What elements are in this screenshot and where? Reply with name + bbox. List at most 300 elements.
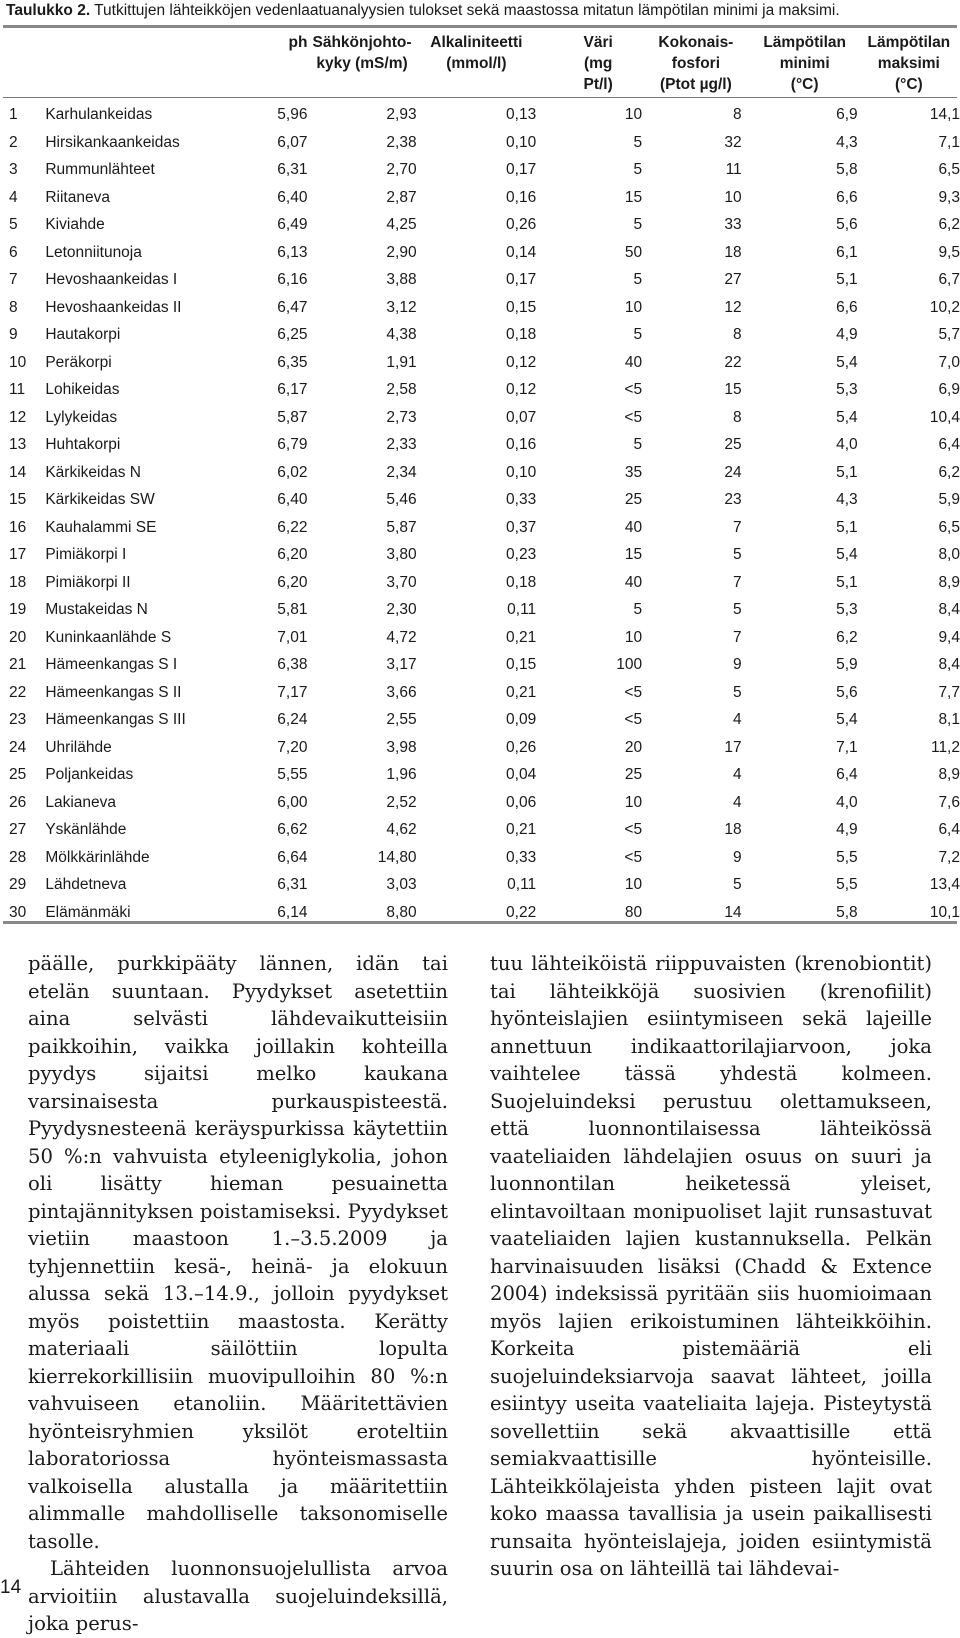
- conductivity-value: 2,70: [386, 161, 417, 179]
- phosphorus-value: 14: [724, 903, 742, 921]
- ph-value: 5,96: [277, 106, 308, 124]
- temp-max-value: 7,2: [938, 848, 960, 866]
- site-name: Kuninkaanlähde S: [45, 628, 172, 646]
- conductivity-value: 2,52: [386, 793, 417, 811]
- header-ph: ph: [288, 34, 308, 51]
- alkalinity-value: 0,10: [506, 463, 537, 481]
- site-number: 12: [9, 408, 27, 426]
- header-temp-min: Lämpötilan minimi (°C): [763, 34, 846, 93]
- site-name: Lähdetneva: [45, 876, 127, 894]
- colour-value: 5: [633, 436, 643, 454]
- temp-min-value: 5,4: [836, 546, 858, 564]
- phosphorus-value: 8: [733, 408, 742, 426]
- temp-min-value: 4,0: [836, 793, 858, 811]
- site-name: Letonniitunoja: [45, 243, 142, 261]
- temp-max-value: 7,1: [938, 133, 960, 151]
- colour-value: 5: [633, 133, 643, 151]
- site-name: Poljankeidas: [45, 766, 134, 784]
- site-name: Hämeenkangas S I: [45, 656, 178, 674]
- site-name: Lohikeidas: [45, 381, 120, 399]
- phosphorus-value: 32: [724, 133, 742, 151]
- table-row: [5, 706, 960, 734]
- alkalinity-value: 0,12: [506, 381, 537, 399]
- site-name: Huhtakorpi: [45, 436, 121, 454]
- alkalinity-value: 0,18: [506, 326, 537, 344]
- colour-value: 40: [624, 518, 643, 536]
- temp-min-value: 6,9: [836, 106, 858, 124]
- table-row: [5, 404, 960, 432]
- site-name: Pimiäkorpi II: [45, 573, 131, 591]
- phosphorus-value: 11: [725, 161, 742, 179]
- site-number: 3: [9, 161, 18, 179]
- ph-value: 6,22: [277, 518, 308, 536]
- site-number: 1: [9, 106, 18, 124]
- table-row: [5, 624, 960, 652]
- temp-max-value: 10,2: [929, 298, 960, 316]
- alkalinity-value: 0,37: [506, 518, 537, 536]
- header-temp-max: Lämpötilan maksimi (°C): [867, 34, 951, 93]
- site-number: 13: [9, 436, 27, 454]
- temp-max-value: 8,9: [938, 766, 960, 784]
- colour-value: 5: [633, 161, 643, 179]
- temp-min-value: 7,1: [836, 738, 858, 756]
- site-number: 20: [9, 628, 27, 646]
- colour-value: <5: [624, 848, 643, 866]
- ph-value: 6,25: [277, 326, 308, 344]
- conductivity-value: 3,98: [386, 738, 417, 756]
- header-colour: Väri (mg Pt/l): [583, 34, 613, 93]
- table-row: [5, 101, 960, 129]
- table-row: [5, 596, 960, 624]
- site-name: Peräkorpi: [45, 353, 112, 371]
- conductivity-value: 3,17: [386, 656, 417, 674]
- temp-max-value: 8,4: [938, 601, 960, 619]
- ph-value: 5,55: [277, 766, 308, 784]
- colour-value: 100: [616, 656, 643, 674]
- colour-value: 20: [624, 738, 643, 756]
- ph-value: 5,87: [277, 408, 308, 426]
- alkalinity-value: 0,23: [506, 546, 537, 564]
- phosphorus-value: 15: [724, 381, 742, 399]
- temp-max-value: 6,5: [938, 518, 960, 536]
- site-number: 11: [9, 381, 26, 399]
- site-name: Hevoshaankeidas I: [45, 271, 178, 289]
- table-row: [5, 376, 960, 404]
- temp-min-value: 4,9: [836, 326, 858, 344]
- site-number: 21: [9, 656, 27, 674]
- site-number: 19: [9, 601, 27, 619]
- alkalinity-value: 0,16: [506, 188, 537, 206]
- alkalinity-value: 0,26: [506, 738, 537, 756]
- header-total-phosphorus: Kokonais- fosfori (Ptot µg/l): [658, 34, 734, 93]
- phosphorus-value: 12: [724, 298, 742, 316]
- alkalinity-value: 0,21: [506, 821, 537, 839]
- ph-value: 6,14: [277, 903, 308, 921]
- conductivity-value: 1,91: [386, 353, 417, 371]
- site-name: Kärkikeidas N: [45, 463, 141, 481]
- temp-max-value: 14,1: [929, 106, 960, 124]
- temp-min-value: 6,6: [836, 188, 858, 206]
- phosphorus-value: 18: [724, 821, 742, 839]
- header-alkalinity: Alkaliniteetti (mmol/l): [430, 34, 523, 72]
- conductivity-value: 2,73: [386, 408, 417, 426]
- colour-value: <5: [624, 683, 643, 701]
- site-name: Hevoshaankeidas II: [45, 298, 182, 316]
- temp-min-value: 4,0: [836, 436, 858, 454]
- paragraph: Lähteiden luonnonsuojelullista arvoa arvioitiin alustavalla suojeluindeksillä, joka perus-: [28, 1557, 448, 1635]
- site-number: 15: [9, 491, 27, 509]
- ph-value: 6,49: [277, 216, 308, 234]
- temp-min-value: 5,5: [836, 876, 858, 894]
- ph-value: 6,24: [277, 711, 308, 729]
- temp-min-value: 5,1: [836, 518, 858, 536]
- ph-value: 6,31: [277, 876, 308, 894]
- alkalinity-value: 0,33: [506, 848, 537, 866]
- temp-max-value: 8,4: [938, 656, 960, 674]
- colour-value: 15: [624, 546, 643, 564]
- site-number: 29: [9, 876, 27, 894]
- table-row: [5, 569, 960, 597]
- temp-min-value: 6,6: [836, 298, 858, 316]
- temp-min-value: 5,4: [836, 353, 858, 371]
- site-name: Uhrilähde: [45, 738, 112, 756]
- conductivity-value: 2,55: [386, 711, 417, 729]
- site-name: Hirsikankaankeidas: [45, 133, 180, 151]
- alkalinity-value: 0,21: [506, 683, 537, 701]
- temp-max-value: 9,3: [938, 188, 960, 206]
- phosphorus-value: 7: [733, 628, 742, 646]
- ph-value: 6,13: [277, 243, 308, 261]
- temp-min-value: 5,1: [836, 271, 858, 289]
- alkalinity-value: 0,15: [506, 656, 537, 674]
- phosphorus-value: 10: [724, 188, 742, 206]
- conductivity-value: 2,87: [386, 188, 417, 206]
- phosphorus-value: 5: [733, 601, 742, 619]
- temp-max-value: 6,2: [938, 216, 960, 234]
- conductivity-value: 3,03: [386, 876, 417, 894]
- site-number: 8: [9, 298, 18, 316]
- temp-min-value: 5,1: [836, 463, 858, 481]
- ph-value: 7,17: [277, 683, 308, 701]
- alkalinity-value: 0,07: [506, 408, 537, 426]
- phosphorus-value: 8: [733, 106, 742, 124]
- ph-value: 6,38: [277, 656, 308, 674]
- table-row: [5, 789, 960, 817]
- temp-min-value: 5,4: [836, 408, 858, 426]
- paragraph: päälle, purkkipääty lännen, idän tai etelän suuntaan. Pyydykset asetettiin aina selvästi lähdevaikutteisiin paikkoihin, vaikka joillakin kohteilla pyydys sijaitsi melko kaukana varsinaisesta purkauspisteestä. Pyydysnesteenä keräyspurkissa käytettiin 50 %:n vahvuista etyleeniglykolia, johon oli lisätty hieman pesuainetta pintajännityksen poistamiseksi. Pyydykset vietiin maastoon 1.–3.5.2009 ja tyhjennettiin kesä-, heinä- ja elokuun alussa sekä 13.–14.9., jolloin pyydykset myös poistettiin maastosta. Kerätty materiaali säilöttiin lopulta kierrekorkillisiin muovipulloihin 80 %:n vahvuiseen etanoliin. Määritettävien hyönteisryhmien yksilöt eroteltiin laboratoriossa hyönteismassasta valkoisella alustalla ja määritettiin alimmalle mahdolliselle taksonomiselle tasolle.: [28, 952, 448, 1553]
- ph-value: 6,62: [277, 821, 308, 839]
- temp-max-value: 6,5: [938, 161, 960, 179]
- ph-value: 6,40: [277, 491, 308, 509]
- phosphorus-value: 4: [733, 711, 742, 729]
- temp-max-value: 8,1: [938, 711, 960, 729]
- colour-value: 5: [633, 216, 643, 234]
- phosphorus-value: 24: [724, 463, 742, 481]
- temp-max-value: 13,4: [929, 876, 960, 894]
- phosphorus-value: 23: [724, 491, 742, 509]
- header-conductivity: Sähkönjohto- kyky (mS/m): [312, 34, 412, 72]
- ph-value: 6,40: [277, 188, 308, 206]
- ph-value: 6,16: [277, 271, 308, 289]
- temp-min-value: 5,6: [836, 683, 858, 701]
- alkalinity-value: 0,17: [506, 271, 537, 289]
- phosphorus-value: 8: [733, 326, 742, 344]
- site-number: 25: [9, 766, 27, 784]
- site-name: Hautakorpi: [45, 326, 121, 344]
- table-caption: [6, 2, 956, 20]
- conductivity-value: 5,46: [386, 491, 417, 509]
- phosphorus-value: 9: [733, 848, 742, 866]
- temp-min-value: 6,2: [836, 628, 858, 646]
- conductivity-value: 3,88: [386, 271, 417, 289]
- alkalinity-value: 0,33: [506, 491, 537, 509]
- site-number: 14: [9, 463, 27, 481]
- temp-max-value: 6,4: [938, 821, 960, 839]
- conductivity-value: 3,70: [386, 573, 417, 591]
- site-name: Pimiäkorpi I: [45, 546, 127, 564]
- site-number: 30: [9, 903, 27, 921]
- alkalinity-value: 0,22: [506, 903, 537, 921]
- ph-value: 7,20: [277, 738, 308, 756]
- alkalinity-value: 0,11: [507, 876, 537, 894]
- conductivity-value: 3,12: [386, 298, 417, 316]
- table-row: [5, 514, 960, 542]
- caption-text: Tutkittujen lähteikköjen vedenlaatuanalyysien tulokset sekä maastossa mitatun lämpötilan minimi ja maksimi.: [94, 2, 840, 19]
- ph-value: 6,47: [277, 298, 308, 316]
- water-quality-table: [5, 28, 960, 926]
- site-name: Mustakeidas N: [45, 601, 148, 619]
- phosphorus-value: 22: [724, 353, 742, 371]
- alkalinity-value: 0,17: [506, 161, 537, 179]
- phosphorus-value: 5: [733, 683, 742, 701]
- conductivity-value: 4,25: [386, 216, 417, 234]
- ph-value: 6,35: [277, 353, 308, 371]
- conductivity-value: 5,87: [386, 518, 417, 536]
- site-name: Kauhalammi SE: [45, 518, 157, 536]
- temp-min-value: 6,4: [836, 766, 858, 784]
- site-name: Kärkikeidas SW: [45, 491, 155, 509]
- colour-value: 10: [624, 793, 643, 811]
- colour-value: 40: [624, 573, 643, 591]
- colour-value: 10: [624, 106, 643, 124]
- conductivity-value: 2,93: [386, 106, 417, 124]
- table-row: [5, 431, 960, 459]
- site-number: 6: [9, 243, 18, 261]
- site-number: 10: [9, 353, 27, 371]
- temp-min-value: 5,3: [836, 601, 858, 619]
- colour-value: 10: [624, 298, 643, 316]
- site-number: 7: [9, 271, 18, 289]
- site-name: Lakianeva: [45, 793, 117, 811]
- temp-min-value: 5,3: [836, 381, 858, 399]
- alkalinity-value: 0,06: [506, 793, 537, 811]
- site-name: Rummunlähteet: [45, 161, 155, 179]
- body-text-left-column: [28, 950, 448, 1638]
- table-row: [5, 266, 960, 294]
- temp-max-value: 6,9: [938, 381, 960, 399]
- phosphorus-value: 25: [724, 436, 742, 454]
- colour-value: 50: [624, 243, 643, 261]
- phosphorus-value: 7: [733, 573, 742, 591]
- alkalinity-value: 0,04: [506, 766, 537, 784]
- alkalinity-value: 0,14: [506, 243, 537, 261]
- temp-max-value: 6,4: [938, 436, 960, 454]
- table-row: [5, 816, 960, 844]
- site-number: 27: [9, 821, 27, 839]
- site-name: Riitaneva: [45, 188, 110, 206]
- conductivity-value: 2,30: [386, 601, 417, 619]
- temp-max-value: 8,0: [938, 546, 960, 564]
- phosphorus-value: 5: [733, 876, 742, 894]
- temp-max-value: 7,0: [938, 353, 960, 371]
- ph-value: 6,79: [277, 436, 308, 454]
- site-number: 22: [9, 683, 27, 701]
- colour-value: 10: [624, 876, 643, 894]
- table-body: [5, 101, 960, 926]
- site-number: 23: [9, 711, 27, 729]
- temp-max-value: 5,9: [938, 491, 960, 509]
- temp-min-value: 4,3: [836, 133, 858, 151]
- temp-min-value: 5,1: [836, 573, 858, 591]
- temp-min-value: 4,9: [836, 821, 858, 839]
- table-row: [5, 459, 960, 487]
- colour-value: 35: [624, 463, 643, 481]
- conductivity-value: 4,62: [386, 821, 417, 839]
- alkalinity-value: 0,26: [506, 216, 537, 234]
- conductivity-value: 2,90: [386, 243, 417, 261]
- table-row: [5, 294, 960, 322]
- temp-min-value: 5,9: [836, 656, 858, 674]
- colour-value: <5: [624, 711, 643, 729]
- ph-value: 6,07: [277, 133, 308, 151]
- table-row: [5, 129, 960, 157]
- conductivity-value: 8,80: [386, 903, 417, 921]
- table-row: [5, 651, 960, 679]
- site-number: 9: [9, 326, 18, 344]
- colour-value: 5: [633, 326, 643, 344]
- conductivity-value: 4,38: [386, 326, 417, 344]
- phosphorus-value: 4: [733, 766, 742, 784]
- ph-value: 7,01: [277, 628, 308, 646]
- site-name: Mölkkärinlähde: [45, 848, 150, 866]
- table-row: [5, 761, 960, 789]
- colour-value: 5: [633, 601, 643, 619]
- colour-value: 25: [624, 766, 643, 784]
- site-number: 2: [9, 133, 18, 151]
- colour-value: 25: [624, 491, 643, 509]
- alkalinity-value: 0,15: [506, 298, 537, 316]
- temp-max-value: 11,2: [930, 738, 960, 756]
- site-number: 17: [9, 546, 27, 564]
- conductivity-value: 2,38: [386, 133, 417, 151]
- temp-max-value: 6,2: [938, 463, 960, 481]
- site-number: 4: [9, 188, 18, 206]
- colour-value: 80: [624, 903, 643, 921]
- site-number: 26: [9, 793, 27, 811]
- temp-min-value: 5,8: [836, 903, 858, 921]
- temp-max-value: 5,7: [938, 326, 960, 344]
- phosphorus-value: 17: [724, 738, 742, 756]
- phosphorus-value: 9: [733, 656, 742, 674]
- colour-value: 15: [624, 188, 643, 206]
- temp-max-value: 8,9: [938, 573, 960, 591]
- alkalinity-value: 0,12: [506, 353, 537, 371]
- ph-value: 6,20: [277, 546, 308, 564]
- colour-value: <5: [624, 381, 643, 399]
- ph-value: 6,17: [277, 381, 308, 399]
- temp-min-value: 6,1: [836, 243, 858, 261]
- conductivity-value: 2,34: [386, 463, 417, 481]
- site-name: Hämeenkangas S II: [45, 683, 182, 701]
- alkalinity-value: 0,11: [507, 601, 537, 619]
- table-row: [5, 541, 960, 569]
- conductivity-value: 1,96: [386, 766, 417, 784]
- temp-min-value: 5,5: [836, 848, 858, 866]
- colour-value: <5: [624, 821, 643, 839]
- site-number: 16: [9, 518, 27, 536]
- table-row: [5, 486, 960, 514]
- colour-value: <5: [624, 408, 643, 426]
- site-number: 5: [9, 216, 18, 234]
- alkalinity-value: 0,21: [506, 628, 537, 646]
- site-number: 18: [9, 573, 27, 591]
- alkalinity-value: 0,18: [506, 573, 537, 591]
- table-row: [5, 156, 960, 184]
- alkalinity-value: 0,10: [506, 133, 537, 151]
- alkalinity-value: 0,13: [506, 106, 537, 124]
- temp-min-value: 5,6: [836, 216, 858, 234]
- site-name: Elämänmäki: [45, 903, 131, 921]
- ph-value: 6,02: [277, 463, 308, 481]
- site-number: 28: [9, 848, 27, 866]
- colour-value: 5: [633, 271, 643, 289]
- site-number: 24: [9, 738, 27, 756]
- site-name: Yskänlähde: [45, 821, 127, 839]
- alkalinity-value: 0,09: [506, 711, 537, 729]
- site-name: Lylykeidas: [45, 408, 118, 426]
- colour-value: 10: [624, 628, 643, 646]
- colour-value: 40: [624, 353, 643, 371]
- site-name: Karhulankeidas: [45, 106, 153, 124]
- temp-min-value: 5,4: [836, 711, 858, 729]
- temp-max-value: 10,4: [929, 408, 960, 426]
- body-text-right-column: [490, 950, 932, 1583]
- table-row: [5, 871, 960, 899]
- table-row: [5, 844, 960, 872]
- conductivity-value: 2,58: [386, 381, 417, 399]
- phosphorus-value: 4: [733, 793, 742, 811]
- temp-min-value: 5,8: [836, 161, 858, 179]
- ph-value: 6,00: [277, 793, 308, 811]
- ph-value: 6,64: [277, 848, 308, 866]
- conductivity-value: 14,80: [377, 848, 417, 866]
- table-row: [5, 184, 960, 212]
- phosphorus-value: 27: [724, 271, 742, 289]
- site-name: Kiviahde: [45, 216, 105, 234]
- table-row: [5, 349, 960, 377]
- temp-max-value: 9,5: [938, 243, 960, 261]
- temp-max-value: 6,7: [938, 271, 960, 289]
- temp-max-value: 10,1: [929, 903, 960, 921]
- page-number: 14: [0, 1577, 22, 1598]
- temp-max-value: 7,6: [938, 793, 960, 811]
- table-header-row: [5, 28, 960, 101]
- ph-value: 5,81: [277, 601, 308, 619]
- ph-value: 6,31: [277, 161, 308, 179]
- ph-value: 6,20: [277, 573, 308, 591]
- conductivity-value: 2,33: [386, 436, 417, 454]
- site-name: Hämeenkangas S III: [45, 711, 186, 729]
